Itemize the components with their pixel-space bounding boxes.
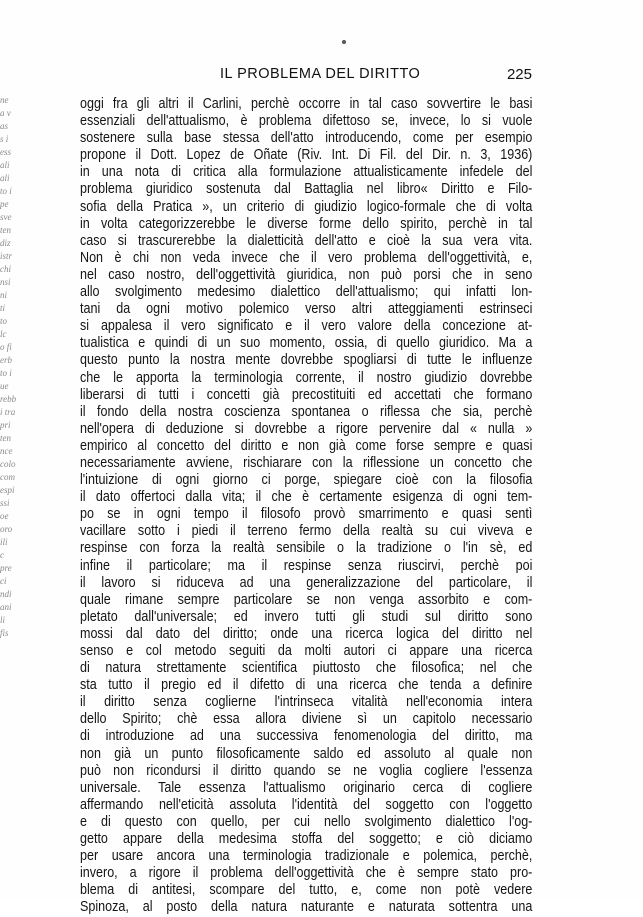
- bleed-fragment: ci: [0, 576, 7, 586]
- text-line: in volta categorizzerebbe le diverse forme dello spirito, perchè in tal: [80, 215, 533, 232]
- text-line: di introduzione ad una successiva fenomenologia del diritto, ma: [80, 728, 533, 745]
- text-line: respinse con forza la realtà sensibile o la tradizione o l'in sè, ed: [80, 540, 533, 557]
- bleed-fragment: lc: [0, 329, 7, 339]
- bleed-fragment: a v: [0, 108, 11, 118]
- bleed-fragment: espi: [0, 485, 15, 495]
- text-line: per usare ancora una terminologia tradizionale e polemica, perchè,: [80, 848, 533, 865]
- bleed-fragment: to: [0, 316, 8, 326]
- running-head: [80, 66, 532, 88]
- text-line: mossi dal dato del diritto; onde una ricerca logica del diritto nel: [80, 625, 533, 642]
- text-line: pletato dall'universale; ed invero tutti gli studi sul diritto sono: [80, 608, 533, 625]
- bleed-fragment: sve: [0, 212, 12, 222]
- bleed-fragment: oe: [0, 511, 9, 521]
- bleed-fragment: istr: [0, 251, 13, 261]
- text-line: vacillare sotto i piedi il terreno fermo della realtà su cui viveva e: [80, 523, 533, 540]
- bleed-fragment: pre: [0, 563, 12, 573]
- bleed-fragment: colo: [0, 459, 16, 469]
- text-line: può non ricondursi il diritto quando se ne voglia cogliere l'essenza: [80, 762, 533, 779]
- bleed-fragment: ani: [0, 602, 12, 612]
- text-line: empirico al concetto del diritto e non già come forse sempre e quasi: [80, 437, 533, 454]
- bleed-fragment: o fi: [0, 342, 12, 352]
- text-line: in una nota di critica alla formulazione attualisticamente infedele del: [80, 164, 533, 181]
- text-line: Non è chi non veda invece che il vero problema dell'oggettività, e,: [80, 249, 533, 266]
- text-line: questo punto la nostra mente dovrebbe spogliarsi di tutte le influenze: [80, 352, 533, 369]
- text-line: sostenere sulla base stessa dell'atto introducendo, come per esempio: [80, 130, 533, 147]
- bleed-fragment: ten: [0, 225, 11, 235]
- text-line: essenziali dell'attualismo, è problema difettoso se, invece, lo si vuole: [80, 113, 533, 130]
- bleed-fragment: rebb: [0, 394, 17, 404]
- text-line: tualistica e quindi di un suo momento, ossia, di quello giuridico. Ma a: [80, 335, 533, 352]
- text-line: il dato offertoci dalla vita; il che è certamente esigenza di ogni tem-: [80, 489, 533, 506]
- text-line: universale. Tale essenza l'attualismo originario cerca di cogliere: [80, 779, 533, 796]
- text-line: propone il Dott. Lopez de Oñate (Riv. Int. Di Fil. del Dir. n. 3, 1936): [80, 147, 533, 164]
- bleed-fragment: ne: [0, 95, 9, 105]
- bleed-fragment: ali: [0, 173, 10, 183]
- text-line: infine il particolare; ma il respinse senza riuscirvi, perchè poi: [80, 557, 533, 574]
- bleed-fragment: nsi: [0, 277, 11, 287]
- bleed-fragment: i tra: [0, 407, 16, 417]
- text-line: quale rimane sempre particolare se non venga assorbito e com-: [80, 591, 533, 608]
- bleed-fragment: ten: [0, 433, 11, 443]
- text-line: caso si trascurerebbe la dialetticità dell'atto e cioè la sua vera vita.: [80, 232, 533, 249]
- bleed-fragment: ssi: [0, 498, 10, 508]
- text-line: allo svolgimento medesimo dialettico dell'attualismo; qui infatti lon-: [80, 284, 533, 301]
- bleed-fragment: ti: [0, 303, 6, 313]
- bleed-fragment: chi: [0, 264, 11, 274]
- text-line: nell'opera di deduzione si dovrebbe a rigore pervenire dal « nulla »: [80, 420, 533, 437]
- bleed-fragment: ili: [0, 537, 8, 547]
- bleed-fragment: to i: [0, 186, 12, 196]
- text-line: non già un punto filosoficamente saldo ed assoluto al quale non: [80, 745, 533, 762]
- facing-page-bleed: [0, 95, 34, 855]
- text-line: senso e col metodo seguiti da molti autori ci appare una ricerca: [80, 643, 533, 659]
- text-line: liberarsi di tutti i concetti già precostituiti ed accettati che formano: [80, 386, 533, 403]
- text-line: getto appare della medesima stoffa del soggetto; e ciò diciamo: [80, 831, 533, 848]
- bleed-fragment: nce: [0, 446, 13, 456]
- text-line: tani da ogni motivo polemico verso altri atteggiamenti estrinseci: [80, 301, 533, 318]
- bleed-fragment: as: [0, 121, 9, 131]
- text-line: Spinoza, al posto della natura naturante e naturata sottentra una: [80, 899, 533, 916]
- text-line: sta tutto il pregio ed il difetto di una ricerca che tenda a definire: [80, 677, 533, 694]
- bleed-fragment: to i: [0, 368, 12, 378]
- text-line: problema giuridico sostenuta dal Battaglia nel libro« Diritto e Filo-: [80, 181, 533, 198]
- text-line: dello Spirito; chè essa allora diviene sì un capitolo necessario: [80, 711, 533, 728]
- text-line: sofia della Pratica », un criterio di giudizio logico-formale che di volta: [80, 198, 533, 215]
- body-text: [80, 96, 532, 917]
- text-line: si appalesa il vero significato e il vero valore della concezione at-: [80, 318, 533, 335]
- text-line: il diritto senza coglierne l'intrinseca vitalità nell'economia intera: [80, 694, 533, 711]
- text-line: l'intuizione di ogni giorno ci porge, spiegare cioè con la filosofia: [80, 472, 533, 489]
- bleed-fragment: ue: [0, 381, 9, 391]
- bleed-fragment: li: [0, 615, 6, 625]
- print-mark: [342, 40, 346, 44]
- bleed-fragment: c: [0, 550, 4, 560]
- bleed-fragment: pe: [0, 199, 9, 209]
- text-line: il fondo della nostra coscienza spontanea o riflessa che sia, perchè: [80, 403, 533, 420]
- text-line: e di questo con quello, per cui nello svolgimento dialettico l'og-: [80, 813, 533, 830]
- bleed-fragment: pri: [0, 420, 11, 430]
- text-line: oggi fra gli altri il Carlini, perchè occorre in tal caso sovvertire le basi: [80, 96, 533, 112]
- bleed-fragment: diz: [0, 238, 11, 248]
- bleed-fragment: oro: [0, 524, 13, 534]
- bleed-fragment: s i: [0, 134, 9, 144]
- bleed-fragment: ni: [0, 290, 8, 300]
- bleed-fragment: ali: [0, 160, 10, 170]
- text-line: che le apporta la terminologia corrente, il nostro giudizio dovrebbe: [80, 369, 533, 386]
- bleed-fragment: fis: [0, 628, 9, 638]
- text-line: affermando nell'eticità assoluta l'identità del soggetto con l'oggetto: [80, 796, 533, 813]
- running-title: IL PROBLEMA DEL DIRITTO: [220, 66, 421, 82]
- bleed-fragment: erb: [0, 355, 12, 365]
- text-line: po se in ogni tempo il filosofo provò smarrimento e quasi sentì: [80, 506, 533, 523]
- text-line: il lavoro si riduceva ad una generalizzazione del particolare, il: [80, 574, 533, 591]
- bleed-fragment: ndi: [0, 589, 12, 599]
- text-line: invero, a rigore il problema dell'oggettività che è sempre stato pro-: [80, 865, 533, 882]
- text-line: blema di antitesi, scompare del tutto, e, come non potè vedere: [80, 882, 533, 899]
- bleed-fragment: com: [0, 472, 15, 482]
- text-line: di natura strettamente scientifica piuttosto che filosofica; nel che: [80, 660, 533, 677]
- bleed-fragment: ess: [0, 147, 11, 157]
- text-line: nel caso nostro, dell'oggettività giuridica, non può porsi che in seno: [80, 266, 533, 283]
- text-line: necessariamente avviene, rischiarare con la riflessione un concetto che: [80, 454, 533, 471]
- page-number: 225: [506, 66, 532, 83]
